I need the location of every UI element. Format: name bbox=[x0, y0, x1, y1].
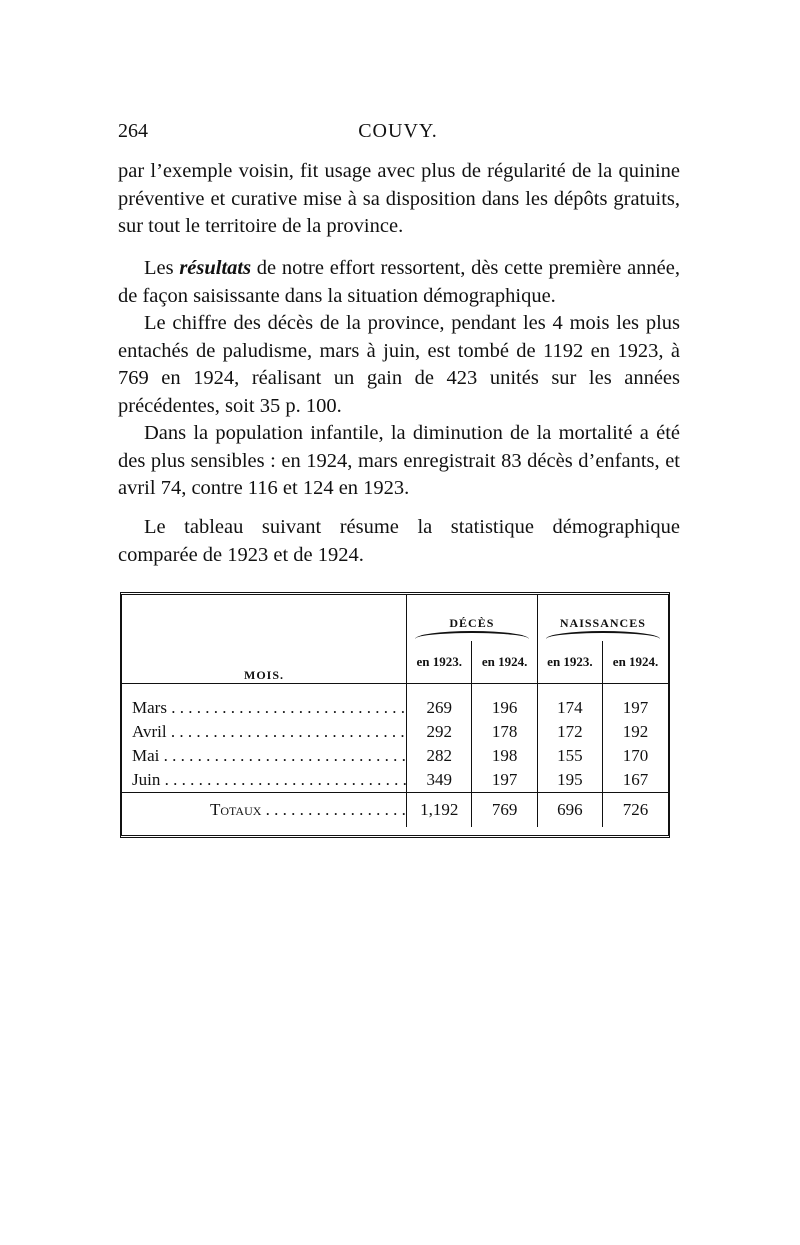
cell-deces-1923: 349 bbox=[407, 768, 472, 793]
emphasis-resultats: résultats bbox=[179, 257, 252, 279]
total-deces-1924: 769 bbox=[472, 793, 537, 828]
paragraph-2b: Le chiffre des décès de la province, pendant les 4 mois les plus entachés de paludisme, mars à juin, est tombé de 1192 en 1923, à 769 en 1924, réalisant un gain de 423 unités sur les années précédentes, soit 35 p. 100. bbox=[118, 312, 680, 417]
table-grid bbox=[122, 595, 668, 827]
paragraph-2c: Dans la population infantile, la diminution de la mortalité a été des plus sensibles : en 1924, mars enregistrait 83 décès d’enfants, et avril 74, contre 116 et 124 en 1923. bbox=[118, 422, 680, 499]
subheader-deces-1923: en 1923. bbox=[407, 641, 472, 684]
row-label: Avril . . . bbox=[122, 720, 407, 744]
cell-naissances-1923: 195 bbox=[537, 768, 602, 793]
cell-naissances-1923: 172 bbox=[537, 720, 602, 744]
subheader-naissances-1923: en 1923. bbox=[537, 641, 602, 684]
naissances-brace bbox=[546, 631, 660, 639]
total-naissances-1924: 726 bbox=[603, 793, 668, 828]
paragraph-1: par l’exemple voisin, fit usage avec plus de régularité de la quinine préventive et curative mise à sa disposition dans les dépôts gratuits, sur tout le territoire de la province. bbox=[118, 160, 680, 237]
subheader-deces-1924: en 1924. bbox=[472, 641, 537, 684]
paragraph-3: Le tableau suivant résume la statistique démographique comparée de 1923 et de 1924. bbox=[118, 516, 680, 566]
cell-deces-1923: 292 bbox=[407, 720, 472, 744]
cell-naissances-1923: 155 bbox=[537, 744, 602, 768]
page-number: 264 bbox=[118, 120, 148, 142]
row-label: Mars . . . bbox=[122, 696, 407, 720]
paragraph-2a-suffix: de notre effort ressortent, dès cette première année, de façon saisissante dans la situation démographique. bbox=[118, 257, 680, 307]
table-row bbox=[122, 720, 668, 744]
cell-naissances-1924: 170 bbox=[603, 744, 668, 768]
table-intro bbox=[118, 514, 680, 569]
totals-label: Totaux . . . bbox=[122, 793, 407, 828]
deces-brace bbox=[415, 631, 529, 639]
cell-naissances-1924: 197 bbox=[603, 696, 668, 720]
cell-deces-1923: 282 bbox=[407, 744, 472, 768]
paragraph-2a-prefix: Les bbox=[144, 257, 180, 279]
table-row bbox=[122, 696, 668, 720]
cell-deces-1924: 196 bbox=[472, 696, 537, 720]
running-title: COUVY. bbox=[358, 120, 438, 142]
cell-naissances-1923: 174 bbox=[537, 696, 602, 720]
cell-deces-1924: 178 bbox=[472, 720, 537, 744]
column-group-naissances bbox=[537, 595, 668, 641]
cell-deces-1924: 197 bbox=[472, 768, 537, 793]
cell-naissances-1924: 167 bbox=[603, 768, 668, 793]
demographic-table bbox=[120, 592, 670, 838]
cell-deces-1923: 269 bbox=[407, 696, 472, 720]
totals-row bbox=[122, 793, 668, 828]
table-row bbox=[122, 744, 668, 768]
column-header-mois: MOIS. bbox=[122, 595, 407, 684]
table-row bbox=[122, 768, 668, 793]
paragraph-continuation bbox=[118, 158, 680, 241]
cell-deces-1924: 198 bbox=[472, 744, 537, 768]
deces-label: DÉCÈS bbox=[449, 616, 495, 630]
subheader-naissances-1924: en 1924. bbox=[603, 641, 668, 684]
paragraph-2a bbox=[118, 255, 680, 310]
total-deces-1923: 1,192 bbox=[407, 793, 472, 828]
total-naissances-1923: 696 bbox=[537, 793, 602, 828]
cell-naissances-1924: 192 bbox=[603, 720, 668, 744]
column-group-deces bbox=[407, 595, 538, 641]
results-section bbox=[118, 255, 680, 503]
row-label: Mai . . . bbox=[122, 744, 407, 768]
row-label: Juin . . . bbox=[122, 768, 407, 793]
page-header bbox=[118, 120, 678, 148]
naissances-label: NAISSANCES bbox=[559, 616, 646, 630]
